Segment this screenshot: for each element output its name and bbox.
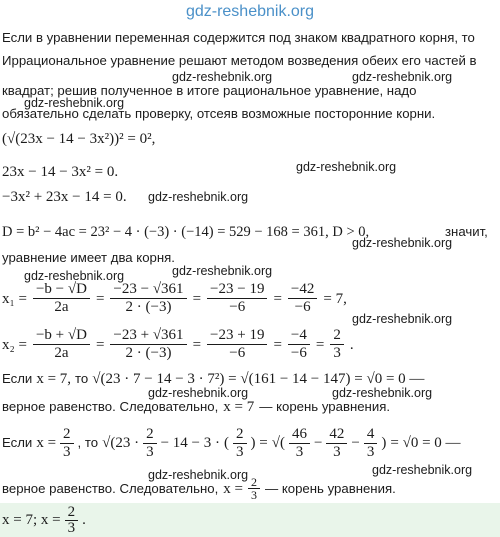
paragraph-line-1: Если в уравнении переменная содержится под знаком квадратного корня, то (2, 30, 475, 45)
x2-fraction-reduced: $\frac{-4}{-6}$ (288, 327, 310, 362)
check2-expr-b: − 14 − 3 · (160, 435, 220, 451)
check1-conclusion-root: x = 7 (223, 399, 255, 415)
check2-expr-c: ) = (250, 435, 268, 451)
watermark: gdz-reshebnik.org (332, 386, 433, 400)
check2-r1: $\frac{46}{3}$ (289, 426, 310, 461)
watermark: gdz-reshebnik.org (172, 70, 273, 84)
x2-lhs: x₂ = (2, 336, 27, 353)
check2-frac-b: $\frac{2}{3}$ (233, 426, 247, 461)
watermark: gdz-reshebnik.org (148, 190, 249, 204)
root-x2-line: x₂ = $\frac{-b + √D}{2a}$ = $\frac{-23 + √361}{2 \cdot (-3)}$ = $\frac{-23 + 19}{-6}$ = $\frac{-4}{-6}$ = $\frac{2}{3}$ . (2, 327, 354, 361)
watermark: gdz-reshebnik.org (148, 468, 249, 482)
x1-lhs: x₁ = (2, 290, 27, 307)
check2-to: , то (77, 435, 99, 450)
check2-expr-a: √(23 · (102, 435, 140, 451)
check2-r3: $\frac{4}{3}$ (364, 426, 378, 461)
check1-conclusion-c: — корень уравнения. (259, 399, 391, 414)
check1-prefix: Если (2, 371, 33, 386)
watermark: gdz-reshebnik.org (352, 312, 453, 326)
answer-tail: . (82, 512, 86, 528)
answer-box (0, 503, 500, 537)
check2-r2: $\frac{42}{3}$ (326, 426, 347, 461)
paragraph-line-3: квадрат; решив полученное в итоге рациональное уравнение, надо (2, 83, 417, 98)
check2-conclusion-c: — корень уравнения. (264, 480, 396, 496)
x1-result: = 7, (323, 290, 347, 307)
check-x2-line: Если x = $\frac{2}{3}$ , то √(23 · $\frac{2}{3}$ − 14 − 3 · ( $\frac{2}{3}$ ) = √( $\frac{46}{3}$ − $\frac{42}{3}$ − $\frac{4}{3}$ ) = √0 = 0 — (2, 425, 461, 460)
two-roots-text: уравнение имеет два корня. (2, 250, 175, 265)
x1-fraction-substituted: $\frac{-23 - √361}{2 \cdot (-3)}$ (110, 281, 186, 316)
watermark: gdz-reshebnik.org (372, 463, 473, 477)
watermark: gdz-reshebnik.org (172, 264, 273, 278)
check2-frac-a: $\frac{2}{3}$ (143, 426, 157, 461)
watermark: gdz-reshebnik.org (148, 386, 249, 400)
watermark: gdz-reshebnik.org (24, 269, 125, 283)
x1-fraction-final: $\frac{-42}{-6}$ (288, 281, 317, 316)
equation-quadratic: −3x² + 23x − 14 = 0. (2, 189, 127, 205)
watermark: gdz-reshebnik.org (296, 160, 397, 174)
watermark: gdz-reshebnik.org (352, 236, 453, 250)
x2-fraction-final: $\frac{2}{3}$ (330, 327, 344, 362)
check1-to: то (75, 371, 89, 386)
discriminant-formula: D = b² − 4ac = 23² − 4 · (−3) · (−14) = 529 − 168 = 361, D > 0, (2, 224, 370, 240)
answer-text: x = 7; x = (2, 512, 61, 528)
check2-prefix: Если (2, 435, 33, 450)
check2-cond-fraction: $\frac{2}{3}$ (60, 426, 74, 461)
check-x1-line (2, 370, 424, 388)
check1-condition: x = 7, (36, 371, 72, 387)
root-x1-line: x₁ = $\frac{-b - √D}{2a}$ = $\frac{-23 - √361}{2 \cdot (-3)}$ = $\frac{-23 - 19}{-6}$ = $\frac{-42}{-6}$ = 7, (2, 281, 347, 315)
x1-fraction-simplified: $\frac{-23 - 19}{-6}$ (207, 281, 267, 316)
answer-fraction: $\frac{2}{3}$ (65, 505, 79, 536)
discriminant-tail: значит, (445, 224, 488, 239)
check2-end: = √0 = 0 — (390, 435, 461, 451)
answer-line (2, 503, 86, 537)
x2-fraction-formula: $\frac{-b + √D}{2a}$ (33, 327, 90, 362)
equation-squared: (√(23x − 14 − 3x²))² = 0², (2, 131, 156, 147)
check1-conclusion-a: верное равенство. Следовательно, (2, 399, 219, 414)
paragraph-line-4: обязательно сделать проверку, отсеяв возможные посторонние корни. (2, 106, 436, 121)
check-x2-conclusion (2, 476, 396, 501)
check2-cond-lhs: x = (36, 435, 57, 451)
x2-fraction-substituted: $\frac{-23 + √361}{2 \cdot (-3)}$ (110, 327, 186, 362)
watermark: gdz-reshebnik.org (352, 70, 453, 84)
watermark: gdz-reshebnik.org (24, 96, 125, 110)
x2-tail: . (349, 336, 354, 353)
check2-conclusion-root-lhs: x = (223, 480, 243, 497)
paragraph-line-2: Иррациональное уравнение решают методом возведения обеих его частей в (2, 53, 477, 68)
x2-fraction-simplified: $\frac{-23 + 19}{-6}$ (207, 327, 267, 362)
check1-expression: √(23 · 7 − 14 − 3 · 7²) = √(161 − 14 − 147) = √0 = 0 — (92, 371, 425, 387)
site-header-title[interactable]: gdz-reshebnik.org (185, 3, 315, 20)
check2-conclusion-fraction: $\frac{2}{3}$ (248, 476, 260, 501)
check2-conclusion-a: верное равенство. Следовательно, (2, 480, 219, 496)
x1-fraction-formula: $\frac{-b - √D}{2a}$ (33, 281, 90, 316)
check-x1-conclusion (2, 398, 390, 416)
equation-expanded: 23x − 14 − 3x² = 0. (2, 164, 119, 180)
